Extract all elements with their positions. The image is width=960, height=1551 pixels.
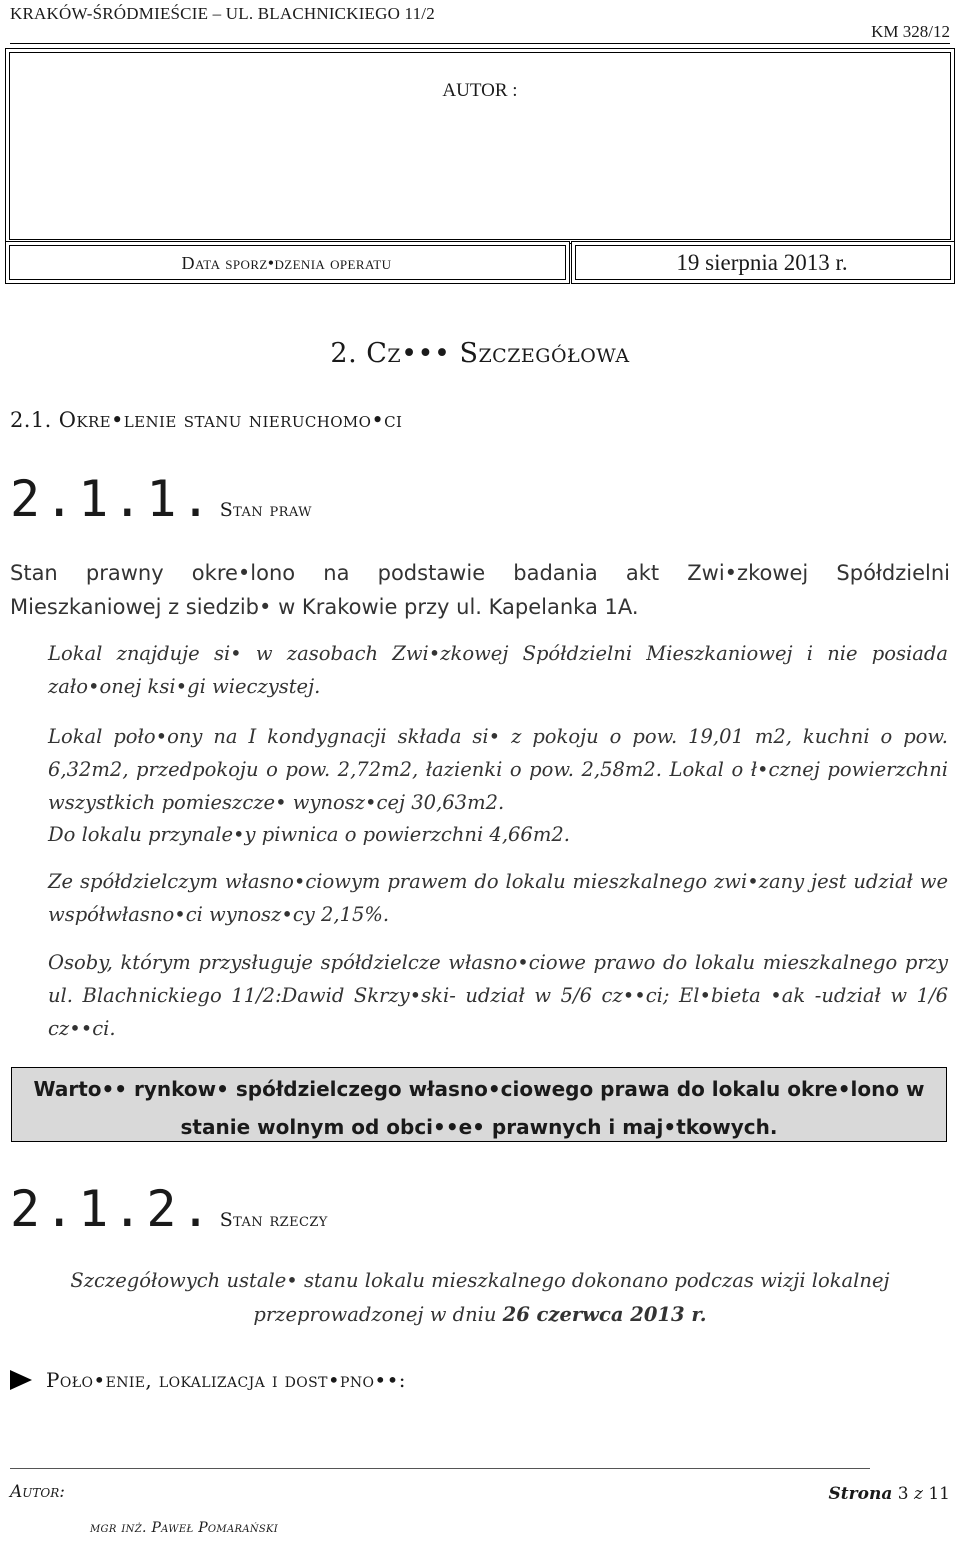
footer-author-label: Autor: (10, 1482, 65, 1502)
author-label: AUTOR : (442, 80, 518, 101)
legal-state-intro-line-2: Mieszkaniowej z siedzib• w Krakowie przy ul. Kapelanka 1A. (10, 595, 639, 619)
legal-state-paragraph-4: Ze spółdzielczym własno•ciowym prawem do lokalu mieszkalnego zwi•zany jest udział we współwłasno•ci wynosz•cy 2,15%. (48, 870, 948, 926)
location-heading-text: Poło•enie, lokalizacja i dost•pno••: (46, 1368, 406, 1392)
footer-author-name: mgr inż. Paweł Pomarański (90, 1520, 279, 1536)
legal-state-paragraph-2: Lokal poło•ony na I kondygnacji składa si• z pokoju o pow. 19,01 m2, kuchni o pow. 6,32m2, przedpokoju o pow. 2,72m2, łazienki o pow. 2,58m2. Lokal o ł•cznej powierzchni wszystkich pomieszcze• wynosz•cej 30,63m2. (48, 725, 948, 814)
legal-state-paragraph-1: Lokal znajduje si• w zasobach Zwi•zkowej Spółdzielni Mieszkaniowej i nie posiada zało•onej ksi•gi wieczystej. (48, 642, 948, 698)
footer-divider (10, 1468, 870, 1469)
date-value: 19 sierpnia 2013 r. (676, 250, 848, 275)
subsection-title: 2.1. Okre•lenie stanu nieruchomo•ci (10, 408, 403, 432)
page-number (829, 1484, 950, 1504)
page-current: 3 (897, 1484, 909, 1504)
legal-state-intro (10, 556, 950, 624)
header-divider (10, 43, 950, 44)
triangle-bullet-icon (10, 1370, 32, 1390)
document-location-header: KRAKÓW-ŚRÓDMIEŚCIE – UL. BLACHNICKIEGO 11/2 (10, 4, 435, 23)
section-title: 2. Cz••• Szczegółowa (330, 338, 630, 369)
author-box (5, 48, 955, 244)
inspection-date: 26 czerwca 2013 r. (502, 1303, 707, 1326)
legal-state-intro-line-1: Stan prawny okre•lono na podstawie badania akt Zwi•zkowej Spółdzielni (10, 561, 950, 585)
legal-state-title: Stan praw (219, 499, 312, 521)
legal-state-paragraph-3: Do lokalu przynale•y piwnica o powierzchni 4,66m2. (48, 823, 570, 846)
legal-state-heading (10, 470, 312, 528)
page-word: Strona (828, 1484, 893, 1504)
inspection-note: Szczegółowych ustale• stanu lokalu mieszkalnego dokonano podczas wizji lokalnej przeprowadzonej w dniu 26 czerwca 2013 r. (70, 1269, 890, 1326)
date-label: Data sporz•dzenia operatu (181, 253, 392, 273)
case-number: KM 328/12 (871, 22, 950, 41)
page-of: z (913, 1484, 923, 1504)
valuation-note: Warto•• rynkow• spółdzielczego własno•ciowego prawa do lokalu okre•lono w stanie wolnym od obci••e• prawnych i maj•tkowych. (33, 1077, 925, 1139)
physical-state-heading (10, 1180, 328, 1238)
location-heading (10, 1368, 406, 1392)
legal-state-number: 2.1.1. (10, 470, 215, 528)
physical-state-number: 2.1.2. (10, 1180, 215, 1238)
page-total: 11 (928, 1484, 950, 1504)
legal-state-paragraph-5: Osoby, którym przysługuje spółdzielcze własno•ciowe prawo do lokalu mieszkalnego przy ul. Blachnickiego 11/2:Dawid Skrzy•ski- udział w 5/6 cz••ci; El•bieta •ak -udział w 1/6 cz••ci. (48, 951, 948, 1040)
physical-state-title: Stan rzeczy (219, 1209, 328, 1231)
